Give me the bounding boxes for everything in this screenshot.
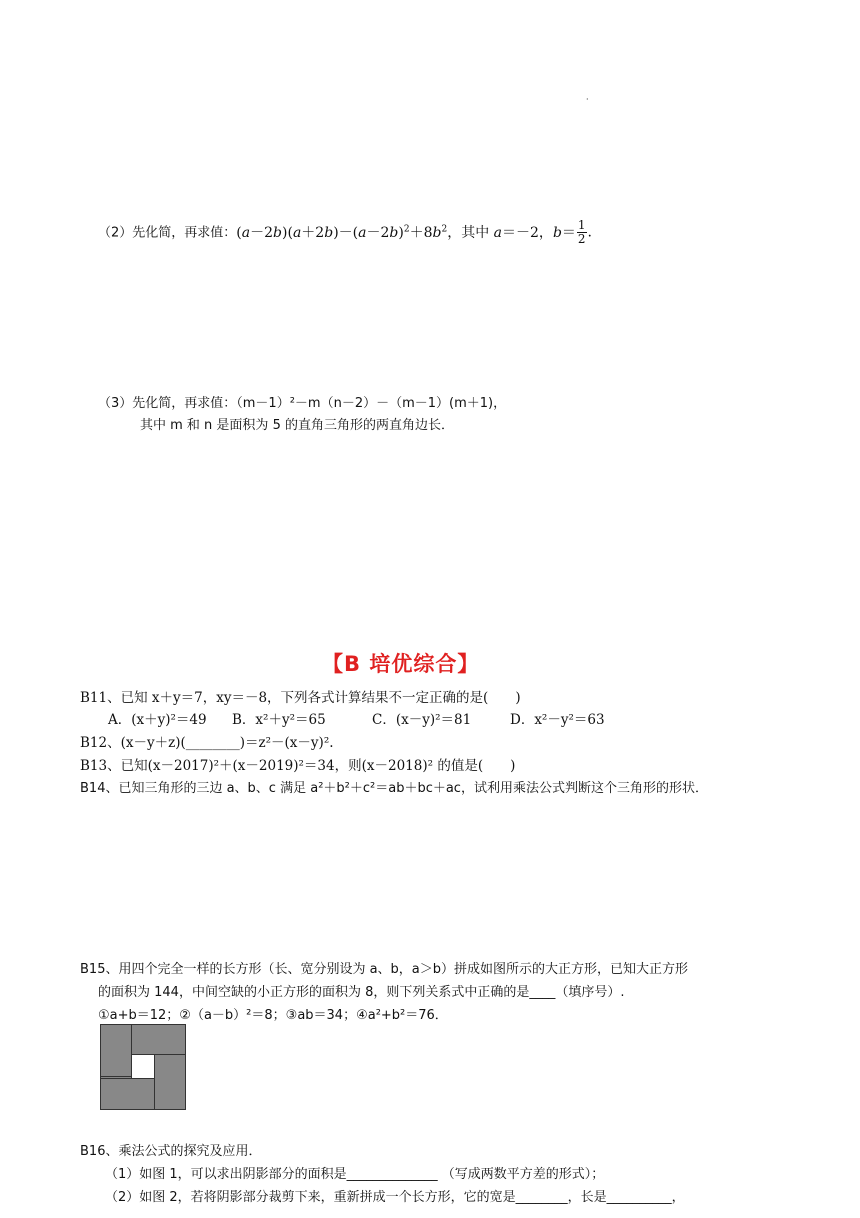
question-2-prefix: （2）先化简，再求值：: [98, 225, 237, 241]
b11-option-d: D．x²－y²＝63: [510, 712, 605, 728]
stray-dot: ·: [586, 95, 589, 104]
b11-option-a: A．(x＋y)²＝49: [108, 712, 207, 728]
figure-rect-bottom-left: [101, 1079, 155, 1110]
question-b15-line2: 的面积为 144，中间空缺的小正方形的面积为 8，则下列关系式中正确的是____（填序号）.: [98, 985, 625, 1000]
section-title-b: 【B 培优综合】: [322, 652, 480, 676]
b11-option-c: C．(x－y)²＝81: [372, 712, 472, 728]
question-b16-part1: （1）如图 1，可以求出阴影部分的面积是______________ （写成两数平方差的形式）；: [105, 1167, 605, 1182]
question-b14: B14、已知三角形的三边 a、b、c 满足 a²＋b²＋c²＝ab＋bc＋ac，试利用乘法公式判断这个三角形的形状．: [80, 781, 708, 796]
fraction-one-half: $\frac{1}{2}$: [577, 218, 586, 246]
question-3-line1: （3）先化简，再求值：（m－1）²－m（n－2）－（m－1）(m＋1)，: [98, 396, 507, 411]
question-b15-options: ①a+b＝12；②（a－b）²＝8；③ab＝34；④a²+b²＝76．: [98, 1008, 448, 1023]
question-b12: B12、(x－y＋z)(________)＝z²－(x－y)².: [80, 735, 334, 751]
figure-rect-top-left: [101, 1025, 132, 1077]
question-b16-part2: （2）如图 2，若将阴影部分裁剪下来，重新拼成一个长方形，它的宽是________，长是__________，: [105, 1190, 685, 1205]
question-b15-line1: B15、用四个完全一样的长方形（长、宽分别设为 a、b，a＞b）拼成如图所示的大正方形，已知大正方形: [80, 962, 689, 977]
b11-option-b: B．x²＋y²＝65: [232, 712, 326, 728]
figure-center-hole: [132, 1055, 155, 1079]
question-2: （2）先化简，再求值：$(a-2b)(a+2b)-(a-2b)^2+8b^2$，其中 a＝－2，b＝ $\frac{1}{2}$ .: [98, 218, 592, 246]
question-b13: B13、已知(x－2017)²＋(x－2019)²＝34，则(x－2018)² 的值是( ): [80, 758, 516, 774]
square-puzzle-figure: [100, 1024, 187, 1111]
question-b11: B11、已知 x＋y＝7，xy＝－8，下列各式计算结果不一定正确的是( ): [80, 690, 521, 706]
figure-rect-bottom-right: [155, 1055, 186, 1110]
question-3-line2: 其中 m 和 n 是面积为 5 的直角三角形的两直角边长．: [140, 418, 454, 433]
question-b16: B16、乘法公式的探究及应用．: [80, 1144, 262, 1159]
figure-rect-top-right: [132, 1025, 186, 1055]
